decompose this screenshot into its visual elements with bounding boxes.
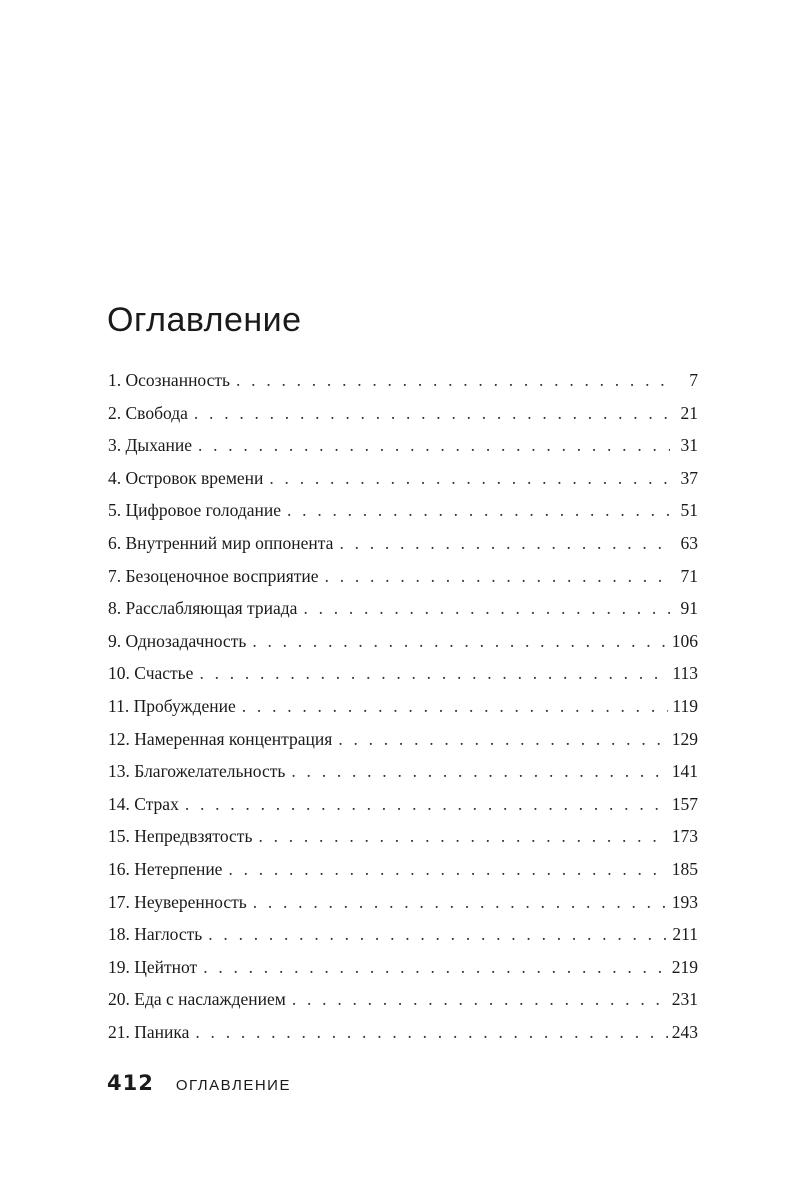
toc-entry xyxy=(108,918,698,951)
toc-entry-page: 113 xyxy=(672,663,698,684)
toc-entry xyxy=(108,853,698,886)
table-of-contents xyxy=(108,364,698,1048)
toc-entry-label: 21. Паника xyxy=(108,1021,190,1042)
toc-entry-label: 9. Однозадачность xyxy=(108,630,247,651)
dot-leader xyxy=(208,918,668,951)
toc-entry-page: 31 xyxy=(680,435,698,456)
toc-entry-label: 17. Неуверенность xyxy=(108,891,247,912)
toc-entry-label: 3. Дыхание xyxy=(108,435,192,456)
dot-leader xyxy=(303,592,670,625)
dot-leader xyxy=(195,1016,667,1049)
dot-leader xyxy=(236,364,670,397)
toc-entry-page: 185 xyxy=(671,858,698,879)
toc-entry-label: 12. Намеренная концентрация xyxy=(108,728,333,749)
toc-entry xyxy=(108,364,698,397)
dot-leader xyxy=(292,983,668,1016)
toc-entry-label: 14. Страх xyxy=(108,793,179,814)
dot-leader xyxy=(198,429,670,462)
toc-entry-label: 16. Нетерпение xyxy=(108,858,223,879)
dot-leader xyxy=(253,886,668,919)
toc-entry xyxy=(108,657,698,690)
toc-entry-label: 7. Безоценочное восприятие xyxy=(108,565,319,586)
toc-entry-label: 19. Цейтнот xyxy=(108,956,198,977)
toc-entry xyxy=(108,494,698,527)
dot-leader xyxy=(325,560,670,593)
toc-entry-page: 211 xyxy=(672,924,698,945)
toc-entry xyxy=(108,755,698,788)
toc-entry-page: 63 xyxy=(680,532,698,553)
toc-entry xyxy=(108,723,698,756)
toc-entry-page: 51 xyxy=(680,500,698,521)
dot-leader xyxy=(242,690,669,723)
toc-entry xyxy=(108,462,698,495)
toc-entry-page: 243 xyxy=(671,1021,698,1042)
toc-entry xyxy=(108,625,698,658)
toc-entry-page: 129 xyxy=(671,728,698,749)
toc-entry-page: 7 xyxy=(689,370,698,390)
toc-entry-label: 2. Свобода xyxy=(108,402,188,423)
dot-leader xyxy=(338,723,667,756)
toc-entry-page: 173 xyxy=(671,826,698,847)
toc-entry xyxy=(108,397,698,430)
toc-entry xyxy=(108,429,698,462)
running-head: ОГЛАВЛЕНИЕ xyxy=(175,1077,291,1094)
toc-entry xyxy=(108,951,698,984)
toc-entry-page: 71 xyxy=(680,565,698,586)
dot-leader xyxy=(287,494,670,527)
toc-entry xyxy=(108,788,698,821)
toc-entry-page: 106 xyxy=(671,630,698,651)
toc-entry-page: 91 xyxy=(680,598,698,619)
toc-entry-label: 15. Непредвзятость xyxy=(108,826,253,847)
toc-entry xyxy=(108,560,698,593)
dot-leader xyxy=(185,788,668,821)
dot-leader xyxy=(252,625,667,658)
toc-entry-page: 141 xyxy=(671,761,698,782)
toc-entry-page: 37 xyxy=(680,467,698,488)
dot-leader xyxy=(269,462,670,495)
dot-leader xyxy=(203,951,668,984)
toc-entry xyxy=(108,690,698,723)
toc-entry-label: 1. Осознанность xyxy=(108,370,231,390)
toc-entry xyxy=(108,983,698,1016)
dot-leader xyxy=(339,527,670,560)
dot-leader xyxy=(194,397,670,430)
page-footer xyxy=(107,1071,291,1095)
toc-entry-page: 21 xyxy=(680,402,698,423)
toc-entry-page: 231 xyxy=(671,989,698,1010)
toc-entry-label: 11. Пробуждение xyxy=(108,695,236,716)
toc-entry-label: 13. Благожелательность xyxy=(108,761,286,782)
toc-entry-label: 4. Островок времени xyxy=(108,467,264,488)
toc-entry-label: 5. Цифровое голодание xyxy=(108,500,282,521)
dot-leader xyxy=(291,755,667,788)
toc-entry xyxy=(108,886,698,919)
dot-leader xyxy=(258,820,667,853)
toc-entry xyxy=(108,820,698,853)
toc-entry-label: 6. Внутренний мир оппонента xyxy=(108,532,334,553)
toc-entry xyxy=(108,1016,698,1049)
toc-entry-label: 10. Счастье xyxy=(108,663,194,684)
page-number: 412 xyxy=(107,1071,154,1095)
toc-entry-page: 219 xyxy=(671,956,698,977)
dot-leader xyxy=(199,657,668,690)
toc-entry xyxy=(108,592,698,625)
toc-entry-page: 193 xyxy=(671,891,698,912)
toc-entry-label: 20. Еда с наслаждением xyxy=(108,989,286,1010)
dot-leader xyxy=(228,853,667,886)
toc-entry-label: 8. Расслабляющая триада xyxy=(108,598,298,619)
toc-entry-page: 157 xyxy=(671,793,698,814)
page-title: Оглавление xyxy=(107,301,302,339)
toc-entry-label: 18. Наглость xyxy=(108,924,203,945)
toc-entry xyxy=(108,527,698,560)
toc-entry-page: 119 xyxy=(672,695,698,716)
